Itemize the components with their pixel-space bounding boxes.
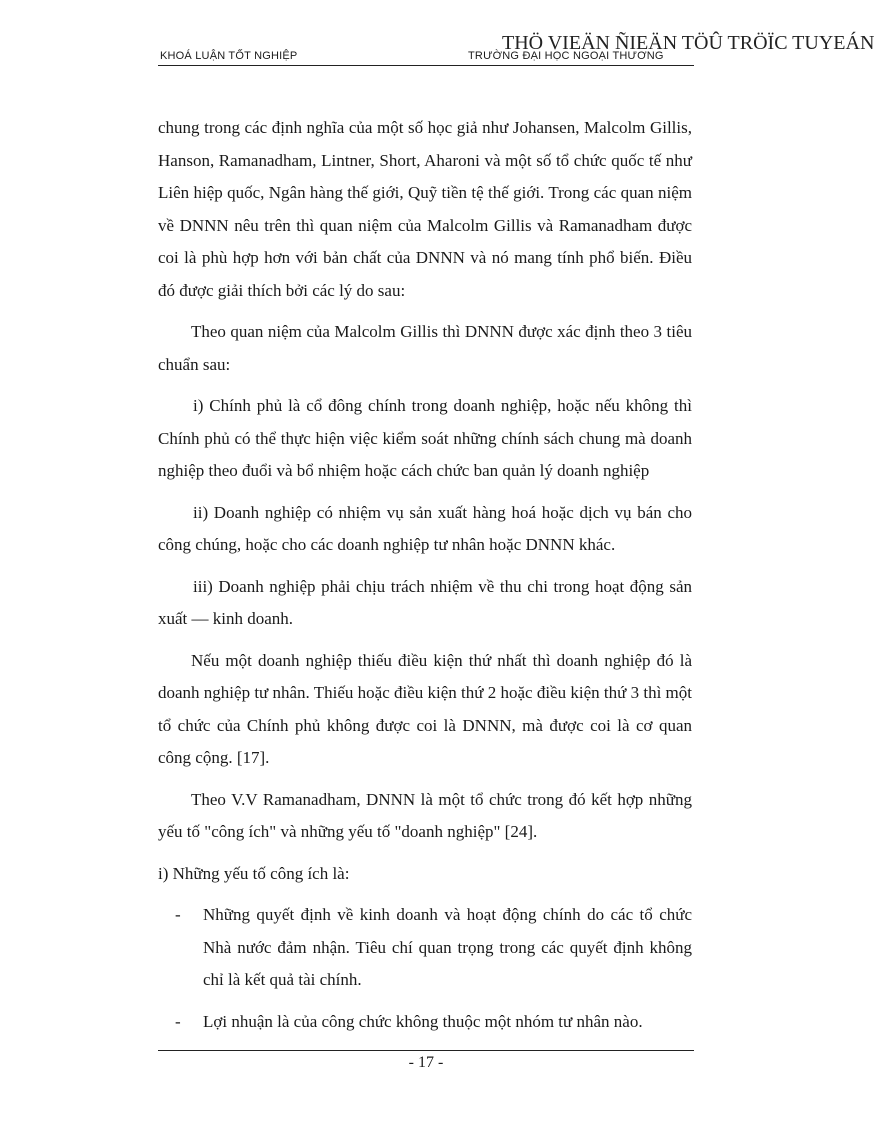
bullet-dash: - <box>175 905 181 924</box>
paragraph-4: ii) Doanh nghiệp có nhiệm vụ sản xuất hàng hoá hoặc dịch vụ bán cho công chúng, hoặc cho các doanh nghiệp tư nhân hoặc DNNN khác. <box>158 502 692 554</box>
bullet-text: Những quyết định về kinh doanh và hoạt động chính do các tổ chức Nhà nước đảm nhận. Tiêu chí quan trọng trong các quyết định không chỉ là kết quả tài chính. <box>203 905 692 989</box>
paragraph-5: iii) Doanh nghiệp phải chịu trách nhiệm về thu chi trong hoạt động sản xuất — kinh doanh. <box>158 576 692 628</box>
header-right-title: TRƯỜNG ĐẠI HỌC NGOẠI THƯƠNG <box>468 50 664 62</box>
paragraph-1: chung trong các định nghĩa của một số học giả như Johansen, Malcolm Gillis, Hanson, Ramanadham, Lintner, Short, Aharoni và một số tổ chức quốc tế như Liên hiệp quốc, Ngân hàng thế giới, Quỹ tiền tệ thế giới. Trong các quan niệm về DNNN nêu trên thì quan niệm của Malcolm Gillis và Ramanadham được coi là phù hợp hơn với bản chất của DNNN và nó mang tính phổ biến. Điều đó được giải thích bởi các lý do sau: <box>158 118 692 300</box>
header-left-title: KHOÁ LUẬN TỐT NGHIỆP <box>160 50 298 62</box>
document-body <box>158 112 692 1047</box>
paragraph-2: Theo quan niệm của Malcolm Gillis thì DNNN được xác định theo 3 tiêu chuẩn sau: <box>158 322 692 374</box>
paragraph-6: Nếu một doanh nghiệp thiếu điều kiện thứ nhất thì doanh nghiệp đó là doanh nghiệp tư nhân. Thiếu hoặc điều kiện thứ 2 hoặc điều kiện thứ 3 thì một tổ chức của Chính phủ không được coi là DNNN, mà được coi là cơ quan công cộng. [17]. <box>158 650 692 767</box>
bullet-text: Lợi nhuận là của công chức không thuộc một nhóm tư nhân nào. <box>203 1011 643 1031</box>
paragraph-8: i) Những yếu tố công ích là: <box>158 863 350 883</box>
page-number: - 17 - <box>408 1054 444 1071</box>
paragraph-3: i) Chính phủ là cổ đông chính trong doanh nghiệp, hoặc nếu không thì Chính phủ có thể thực hiện việc kiểm soát những chính sách chung mà doanh nghiệp theo đuổi và bổ nhiệm hoặc cách chức ban quản lý doanh nghiệp <box>158 396 692 480</box>
watermark-text: THÖ VIEÄN ÑIEÄN TÖÛ TRÖÏC TUYEÁN <box>502 32 874 54</box>
list-item <box>158 1006 692 1039</box>
footer-divider <box>158 1050 694 1051</box>
list-item <box>158 899 692 997</box>
paragraph-7: Theo V.V Ramanadham, DNNN là một tổ chức trong đó kết hợp những yếu tố "công ích" và những yếu tố "doanh nghiệp" [24]. <box>158 789 692 841</box>
header-divider <box>158 65 694 66</box>
bullet-dash: - <box>175 1011 181 1031</box>
